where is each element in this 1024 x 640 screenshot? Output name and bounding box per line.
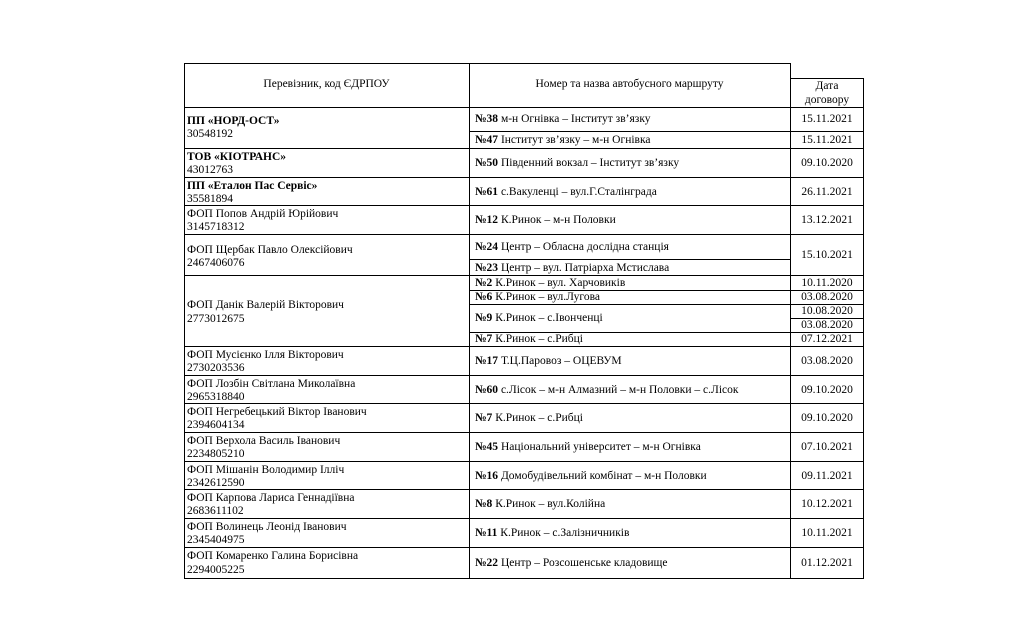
route-number: №38 — [475, 113, 499, 125]
grid-line — [184, 547, 864, 548]
route-name: К.Ринок – м-н Половки — [498, 214, 616, 226]
contract-date: 09.10.2020 — [801, 157, 853, 169]
route-cell — [475, 276, 625, 290]
carrier-code: 2342612590 — [187, 477, 245, 489]
route-cell — [475, 112, 651, 126]
carrier-code: 43012763 — [187, 164, 233, 176]
carrier-name: ФОП Попов Андрій Юрійович — [187, 208, 339, 220]
route-number: №2 — [475, 277, 493, 289]
route-cell — [475, 240, 669, 254]
grid-line — [469, 63, 470, 579]
contract-date: 15.11.2021 — [801, 134, 853, 146]
route-name: Т.Ц.Паровоз – ОЦЕВУМ — [498, 355, 622, 367]
grid-line — [184, 107, 864, 108]
contract-date: 13.12.2021 — [801, 214, 853, 226]
carrier-name: ФОП Данік Валерій Вікторович — [187, 299, 344, 311]
route-name: Центр – Розсошенське кладовище — [498, 557, 668, 569]
contract-date: 10.11.2021 — [801, 527, 853, 539]
contract-date: 26.11.2021 — [801, 186, 853, 198]
contract-date: 07.12.2021 — [801, 333, 853, 345]
header-date-line2: договору — [804, 94, 850, 106]
header-route: Номер та назва автобусного маршруту — [535, 78, 724, 90]
route-number: №50 — [475, 157, 499, 169]
contract-date: 09.10.2020 — [801, 384, 853, 396]
contract-date: 10.12.2021 — [801, 498, 853, 510]
grid-line — [184, 177, 864, 178]
contract-date: 10.11.2020 — [801, 277, 853, 289]
header-date-line1: Дата — [815, 80, 839, 92]
route-number: №6 — [475, 291, 493, 303]
route-name: м-н Огнівка – Інститут зв’язку — [498, 113, 651, 125]
carrier-code: 2294005225 — [187, 564, 245, 576]
contract-date: 09.11.2021 — [801, 470, 853, 482]
route-name: Домобудівельний комбінат – м-н Половки — [498, 470, 707, 482]
contract-date: 03.08.2020 — [801, 291, 853, 303]
route-cell — [475, 469, 707, 483]
contract-date: 10.08.2020 — [801, 305, 853, 317]
contract-date: 15.11.2021 — [801, 113, 853, 125]
route-cell — [475, 133, 651, 147]
carrier-code: 2773012675 — [187, 313, 245, 325]
grid-line — [184, 432, 864, 433]
route-number: №23 — [475, 262, 499, 274]
contracts-table — [184, 63, 864, 579]
grid-line — [184, 461, 864, 462]
carrier-code: 2345404975 — [187, 534, 245, 546]
grid-line — [184, 205, 864, 206]
header-carrier: Перевізник, код ЄДРПОУ — [263, 78, 390, 90]
carrier-name: ФОП Комаренко Галина Борисівна — [187, 550, 359, 562]
grid-line — [469, 131, 864, 132]
route-cell — [475, 311, 603, 325]
route-number: №8 — [475, 498, 493, 510]
carrier-name: ФОП Верхола Василь Іванович — [187, 435, 341, 447]
carrier-name: ФОП Карпова Лариса Геннадіївна — [187, 492, 355, 504]
route-cell — [475, 383, 738, 397]
carrier-name: ФОП Щербак Павло Олексійович — [187, 244, 353, 256]
route-cell — [475, 354, 622, 368]
route-number: №16 — [475, 470, 499, 482]
carrier-name: ТОВ «КІОТРАНС» — [187, 151, 287, 163]
carrier-name: ФОП Негребецький Віктор Іванович — [187, 406, 367, 418]
grid-line — [184, 518, 864, 519]
carrier-name: ФОП Лозбін Світлана Миколаївна — [187, 378, 356, 390]
carrier-name: ФОП Волинець Леонід Іванович — [187, 521, 347, 533]
route-cell — [475, 185, 657, 199]
route-number: №17 — [475, 355, 499, 367]
carrier-code: 3145718312 — [187, 221, 245, 233]
grid-line — [184, 148, 864, 149]
route-name: Південний вокзал – Інститут зв’язку — [498, 157, 680, 169]
route-cell — [475, 261, 669, 275]
route-name: К.Ринок – вул.Лугова — [492, 291, 600, 303]
carrier-code: 2965318840 — [187, 391, 245, 403]
contract-date: 07.10.2021 — [801, 441, 853, 453]
route-name: Інститут зв’язку – м-н Огнівка — [498, 134, 651, 146]
route-number: №22 — [475, 557, 499, 569]
grid-line — [184, 346, 864, 347]
route-name: К.Ринок – с.Рибці — [492, 412, 584, 424]
carrier-name: ФОП Мусієнко Ілля Вікторович — [187, 349, 344, 361]
route-cell — [475, 290, 600, 304]
grid-line — [184, 63, 790, 64]
route-cell — [475, 213, 616, 227]
route-cell — [475, 411, 583, 425]
route-number: №12 — [475, 214, 499, 226]
carrier-code: 2234805210 — [187, 448, 245, 460]
carrier-name: ФОП Мішанін Володимир Ілліч — [187, 464, 345, 476]
grid-line — [184, 578, 864, 579]
carrier-code: 30548192 — [187, 128, 233, 140]
route-cell — [475, 526, 629, 540]
route-name: К.Ринок – с.Залізничників — [497, 527, 630, 539]
carrier-code: 2730203536 — [187, 362, 245, 374]
route-name: К.Ринок – с.Івонченці — [492, 312, 603, 324]
route-name: с.Вакуленці – вул.Г.Сталінграда — [498, 186, 657, 198]
route-cell — [475, 440, 701, 454]
route-number: №24 — [475, 241, 499, 253]
grid-line — [469, 259, 790, 260]
route-name: Центр – Обласна дослідна станція — [498, 241, 669, 253]
route-name: К.Ринок – вул.Колійна — [492, 498, 606, 510]
route-name: с.Лісок – м-н Алмазний – м-н Половки – с.Лісок — [498, 384, 739, 396]
route-cell — [475, 332, 583, 346]
grid-line — [184, 63, 185, 579]
carrier-code: 2394604134 — [187, 419, 245, 431]
grid-line — [184, 234, 864, 235]
route-number: №7 — [475, 412, 493, 424]
contract-date: 03.08.2020 — [801, 355, 853, 367]
contract-date: 03.08.2020 — [801, 319, 853, 331]
route-cell — [475, 156, 679, 170]
route-name: Національний університет – м-н Огнівка — [498, 441, 701, 453]
grid-line — [184, 403, 864, 404]
carrier-code: 2467406076 — [187, 257, 245, 269]
route-cell — [475, 556, 668, 570]
grid-line — [184, 375, 864, 376]
contract-date: 01.12.2021 — [801, 557, 853, 569]
carrier-name: ПП «НОРД-ОСТ» — [187, 115, 280, 127]
route-number: №45 — [475, 441, 499, 453]
route-number: №47 — [475, 134, 499, 146]
contract-date: 15.10.2021 — [801, 249, 853, 261]
route-name: К.Ринок – вул. Харчовиків — [492, 277, 626, 289]
route-number: №9 — [475, 312, 493, 324]
route-name: К.Ринок – с.Рибці — [492, 333, 584, 345]
route-cell — [475, 497, 605, 511]
carrier-code: 2683611102 — [187, 505, 244, 517]
route-number: №61 — [475, 186, 499, 198]
contract-date: 09.10.2020 — [801, 412, 853, 424]
grid-line — [184, 489, 864, 490]
carrier-name: ПП «Еталон Пас Сервіс» — [187, 180, 318, 192]
carrier-code: 35581894 — [187, 193, 233, 205]
route-number: №60 — [475, 384, 499, 396]
route-number: №11 — [475, 527, 498, 539]
route-number: №7 — [475, 333, 493, 345]
route-name: Центр – вул. Патріарха Мстислава — [498, 262, 670, 274]
